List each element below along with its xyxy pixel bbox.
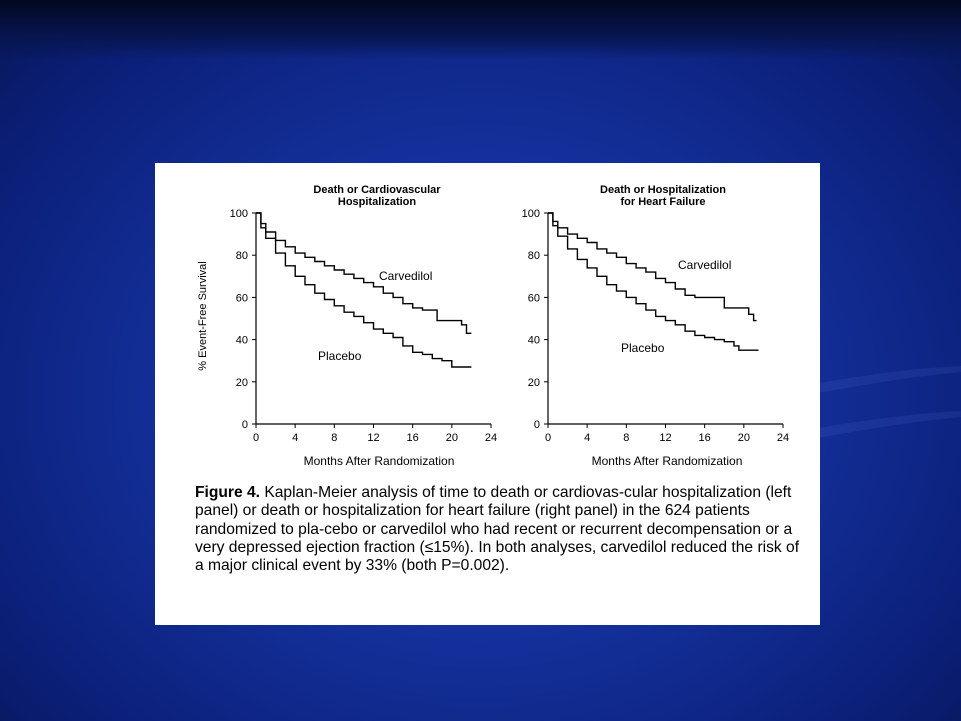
left-label-placebo: Placebo [318,349,362,363]
right-y-tick-label: 20 [527,376,540,389]
km-charts [155,163,820,483]
right-x-tick-label: 16 [698,432,711,444]
left-y-tick-label: 0 [241,419,248,431]
left-x-tick-label: 16 [406,432,419,444]
right-series-placebo [548,213,759,350]
right-x-tick-label: 0 [544,432,552,444]
left-x-tick-label: 12 [367,432,380,444]
right-label-placebo: Placebo [621,341,665,355]
left-x-tick-label: 8 [331,432,338,444]
right-x-tick-label: 12 [659,432,672,444]
left-x-tick-label: 0 [252,432,260,444]
right-y-tick-label: 100 [521,208,540,220]
right-y-tick-label: 60 [527,292,540,305]
right-chart-panel [522,184,789,468]
left-chart-panel [197,184,497,468]
left-y-axis-label: % Event-Free Survival [197,261,209,371]
left-label-carvedilol: Carvedilol [379,269,433,283]
caption-text: Kaplan-Meier analysis of time to death or cardiovas-cular hospitalization (left panel) or death or hospitalization for heart failure (right panel) in the 624 patients randomized to pla-cebo or carvedilol who had recent or recurrent decompensation or a very depressed ejection fraction (≤15%). In both analyses, carvedilol reduced the risk of a major clinical event by 33% (both P=0.002). [195,484,800,575]
figure-card [155,163,820,625]
right-x-tick-label: 24 [776,432,790,444]
left-chart-title-line1: Death or Cardiovascular [313,184,441,196]
left-y-tick-label: 60 [235,292,248,305]
right-x-tick-label: 4 [584,432,591,444]
right-x-tick-label: 20 [737,432,750,444]
left-y-tick-label: 20 [235,376,248,389]
right-label-carvedilol: Carvedilol [678,258,732,272]
right-chart-title-line1: Death or Hospitalization [600,184,726,196]
slide-top-band [0,0,961,60]
right-y-tick-label: 80 [527,250,540,263]
right-y-tick-label: 40 [527,334,540,347]
left-series-carvedilol [256,213,471,333]
left-x-tick-label: 24 [484,432,498,444]
right-x-tick-label: 8 [623,432,630,444]
left-x-tick-label: 20 [445,432,458,444]
figure-caption [195,484,807,575]
right-x-axis-label: Months After Randomization [591,454,743,468]
left-y-tick-label: 80 [235,250,248,263]
right-chart-title-line2: for Heart Failure [620,196,706,208]
right-y-tick-label: 0 [533,419,540,431]
caption-label: Figure 4. [195,484,260,501]
left-y-tick-label: 40 [235,334,248,347]
left-x-tick-label: 4 [292,432,299,444]
left-x-axis-label: Months After Randomization [303,454,455,468]
left-series-placebo [256,213,471,367]
left-y-tick-label: 100 [229,208,248,220]
left-chart-title-line2: Hospitalization [337,196,417,208]
